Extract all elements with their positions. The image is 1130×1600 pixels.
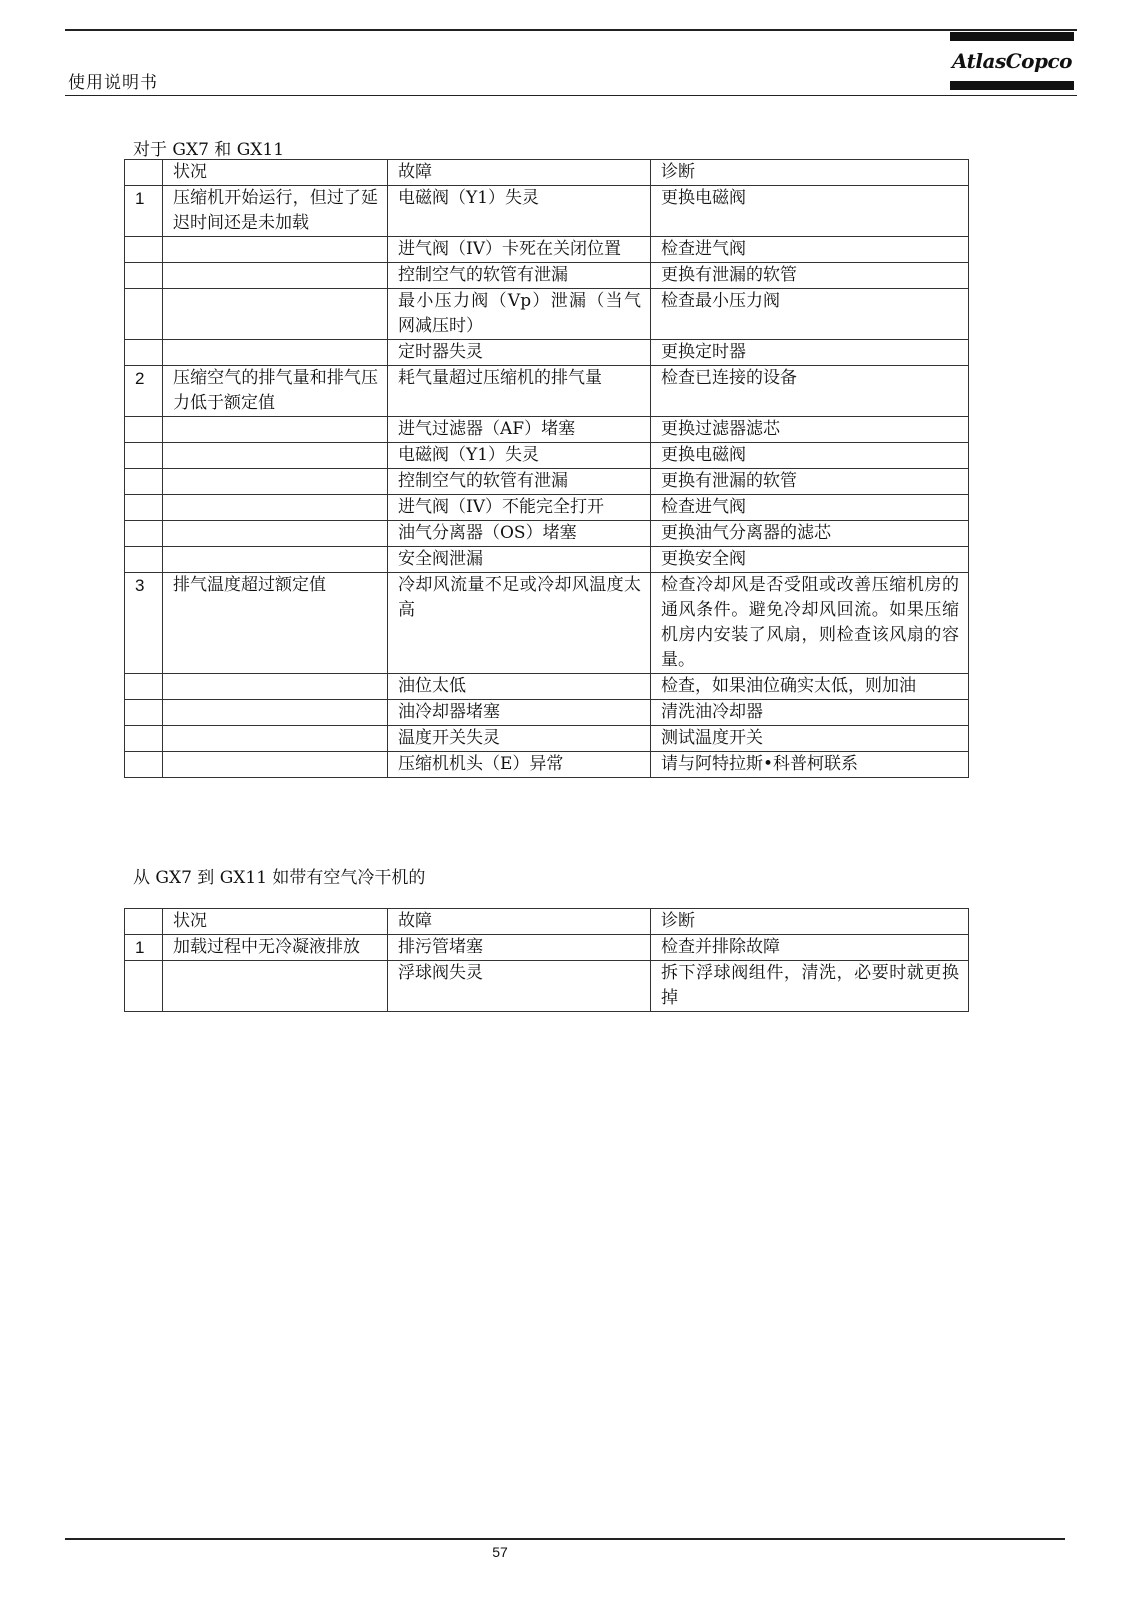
diagnosis-cell: 更换有泄漏的软管	[651, 263, 969, 289]
diagnosis-cell: 检查，如果油位确实太低，则加油	[651, 674, 969, 700]
row-number-cell	[125, 674, 163, 700]
condition-cell	[163, 417, 388, 443]
row-number-cell	[125, 443, 163, 469]
section1-caption: 对于 GX7 和 GX11	[133, 140, 285, 160]
row-number-cell	[125, 726, 163, 752]
diagnosis-cell: 检查进气阀	[651, 495, 969, 521]
condition-cell	[163, 443, 388, 469]
table-row	[125, 366, 969, 417]
table-row	[125, 469, 969, 495]
diagnosis-cell: 更换电磁阀	[651, 443, 969, 469]
table-row	[125, 443, 969, 469]
diagnosis-cell: 检查最小压力阀	[651, 289, 969, 340]
table-row	[125, 674, 969, 700]
condition-cell	[163, 340, 388, 366]
header-cell-condition: 状况	[163, 909, 388, 935]
table-header-row	[125, 160, 969, 186]
header-cell-number	[125, 160, 163, 186]
header-cell-fault: 故障	[388, 909, 651, 935]
fault-cell: 油冷却器堵塞	[388, 700, 651, 726]
table-1-body	[125, 160, 969, 778]
condition-cell	[163, 469, 388, 495]
condition-cell	[163, 263, 388, 289]
table-row	[125, 521, 969, 547]
fault-cell: 进气阀（IV）不能完全打开	[388, 495, 651, 521]
table-row	[125, 340, 969, 366]
fault-cell: 安全阀泄漏	[388, 547, 651, 573]
diagnosis-cell: 清洗油冷却器	[651, 700, 969, 726]
fault-cell: 最小压力阀（Vp）泄漏（当气网减压时）	[388, 289, 651, 340]
row-number-cell	[125, 961, 163, 1012]
fault-cell: 压缩机机头（E）异常	[388, 752, 651, 778]
table-row	[125, 417, 969, 443]
troubleshooting-table-2	[124, 908, 969, 1012]
row-number-cell	[125, 417, 163, 443]
footer-rule	[65, 1538, 1065, 1540]
header-cell-diagnosis: 诊断	[651, 160, 969, 186]
section2-caption: 从 GX7 到 GX11 如带有空气冷干机的	[133, 868, 426, 888]
row-number-cell	[125, 495, 163, 521]
diagnosis-cell: 检查已连接的设备	[651, 366, 969, 417]
diagnosis-cell: 检查进气阀	[651, 237, 969, 263]
header-bottom-rule	[65, 95, 1077, 96]
condition-cell	[163, 674, 388, 700]
table-row	[125, 961, 969, 1012]
condition-cell	[163, 237, 388, 263]
row-number-cell	[125, 752, 163, 778]
page-number: 57	[492, 1544, 508, 1560]
row-number-cell	[125, 469, 163, 495]
table-2-body	[125, 909, 969, 1012]
fault-cell: 控制空气的软管有泄漏	[388, 263, 651, 289]
fault-cell: 进气阀（IV）卡死在关闭位置	[388, 237, 651, 263]
condition-cell	[163, 495, 388, 521]
condition-cell	[163, 726, 388, 752]
diagnosis-cell: 测试温度开关	[651, 726, 969, 752]
fault-cell: 油气分离器（OS）堵塞	[388, 521, 651, 547]
row-number-cell	[125, 700, 163, 726]
table-row	[125, 495, 969, 521]
fault-cell: 温度开关失灵	[388, 726, 651, 752]
row-number-cell: 1	[125, 186, 163, 237]
fault-cell: 控制空气的软管有泄漏	[388, 469, 651, 495]
header-cell-condition: 状况	[163, 160, 388, 186]
table-row	[125, 573, 969, 674]
table-row	[125, 186, 969, 237]
condition-cell	[163, 700, 388, 726]
row-number-cell	[125, 237, 163, 263]
table-row	[125, 935, 969, 961]
diagnosis-cell: 更换定时器	[651, 340, 969, 366]
table-row	[125, 726, 969, 752]
logo-top-bar	[950, 32, 1074, 41]
atlas-copco-logo	[950, 32, 1074, 90]
header-cell-fault: 故障	[388, 160, 651, 186]
table-row	[125, 547, 969, 573]
row-number-cell	[125, 547, 163, 573]
fault-cell: 浮球阀失灵	[388, 961, 651, 1012]
logo-wordmark: AtlasCopco	[952, 49, 1072, 73]
condition-cell	[163, 289, 388, 340]
table-row	[125, 700, 969, 726]
diagnosis-cell: 拆下浮球阀组件，清洗，必要时就更换掉	[651, 961, 969, 1012]
condition-cell	[163, 521, 388, 547]
diagnosis-cell: 请与阿特拉斯•科普柯联系	[651, 752, 969, 778]
header-cell-diagnosis: 诊断	[651, 909, 969, 935]
diagnosis-cell: 更换油气分离器的滤芯	[651, 521, 969, 547]
condition-cell: 压缩空气的排气量和排气压力低于额定值	[163, 366, 388, 417]
row-number-cell	[125, 521, 163, 547]
row-number-cell	[125, 289, 163, 340]
condition-cell	[163, 961, 388, 1012]
diagnosis-cell: 更换有泄漏的软管	[651, 469, 969, 495]
condition-cell: 加载过程中无冷凝液排放	[163, 935, 388, 961]
condition-cell	[163, 547, 388, 573]
diagnosis-cell: 检查冷却风是否受阻或改善压缩机房的通风条件。避免冷却风回流。如果压缩机房内安装了风扇，则检查该风扇的容量。	[651, 573, 969, 674]
fault-cell: 电磁阀（Y1）失灵	[388, 186, 651, 237]
fault-cell: 油位太低	[388, 674, 651, 700]
row-number-cell: 2	[125, 366, 163, 417]
diagnosis-cell: 更换安全阀	[651, 547, 969, 573]
row-number-cell: 3	[125, 573, 163, 674]
table-row	[125, 289, 969, 340]
row-number-cell: 1	[125, 935, 163, 961]
row-number-cell	[125, 340, 163, 366]
logo-bottom-bar	[950, 81, 1074, 90]
condition-cell: 压缩机开始运行，但过了延迟时间还是未加载	[163, 186, 388, 237]
fault-cell: 定时器失灵	[388, 340, 651, 366]
fault-cell: 耗气量超过压缩机的排气量	[388, 366, 651, 417]
table-row	[125, 263, 969, 289]
table-row	[125, 237, 969, 263]
fault-cell: 进气过滤器（AF）堵塞	[388, 417, 651, 443]
fault-cell: 排污管堵塞	[388, 935, 651, 961]
table-row	[125, 752, 969, 778]
fault-cell: 电磁阀（Y1）失灵	[388, 443, 651, 469]
condition-cell: 排气温度超过额定值	[163, 573, 388, 674]
table-header-row	[125, 909, 969, 935]
condition-cell	[163, 752, 388, 778]
header-top-rule	[65, 29, 1077, 31]
row-number-cell	[125, 263, 163, 289]
diagnosis-cell: 更换过滤器滤芯	[651, 417, 969, 443]
diagnosis-cell: 检查并排除故障	[651, 935, 969, 961]
troubleshooting-table-1	[124, 159, 969, 778]
fault-cell: 冷却风流量不足或冷却风温度太高	[388, 573, 651, 674]
diagnosis-cell: 更换电磁阀	[651, 186, 969, 237]
header-title: 使用说明书	[68, 73, 158, 93]
header-cell-number	[125, 909, 163, 935]
